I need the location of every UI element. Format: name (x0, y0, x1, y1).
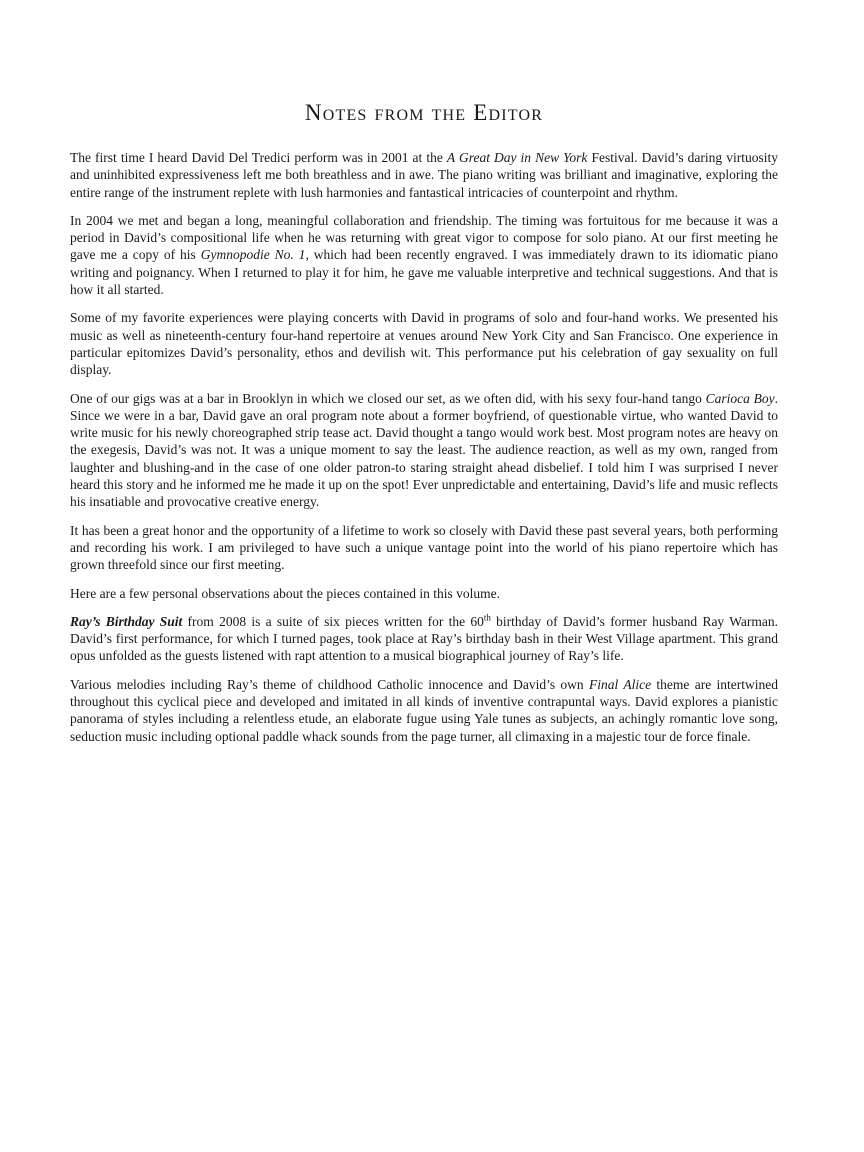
paragraph-text: In 2004 we met and began a long, meaningful collaboration and friendship. The timing was fortuitous for me because it was a period in David’s compositional life when he was returning with great vigor to compose for solo piano. At our first meeting he gave me a copy of his (70, 212, 778, 263)
paragraph-text: It has been a great honor and the opportunity of a lifetime to work so closely with David these past several years, both performing and recording his work. I am privileged to have such a unique vantage point into the world of his piano repertoire which has grown threefold since our first meeting. (70, 522, 778, 573)
italic-title-text: A Great Day in New York (446, 150, 588, 165)
paragraph-text: Festival. David’s daring virtuosity and uninhibited expressiveness left me both breathless and in awe. The piano writing was brilliant and imaginative, exploring the entire range of the instrument replete with lush harmonies and fantastical intricacies of counterpoint and rhythm. (70, 150, 778, 200)
body-paragraph (70, 212, 778, 298)
italic-title-text: Carioca Boy (705, 390, 775, 406)
paragraph-text: theme are intertwined throughout this cyclical piece and developed and imitated in all kinds of inventive contrapuntal ways. David explores a pianistic panorama of styles including a relentless etude, an elaborate fugue using Yale tunes as subjects, an achingly romantic love song, seduction music including optional paddle whack sounds from the page turner, all climaxing in a majestic tour de force finale. (70, 676, 778, 744)
paragraph-text: One of our gigs was at a bar in Brooklyn in which we closed our set, as we often did, with his sexy four-hand tango (70, 390, 706, 406)
body-paragraph (70, 390, 778, 511)
ordinal-superscript: th (483, 612, 491, 623)
paragraph-text: from 2008 is a suite of six pieces written for the 60 (182, 613, 484, 629)
body-paragraph (70, 613, 778, 665)
paragraph-text: Here are a few personal observations about the pieces contained in this volume. (70, 585, 500, 601)
paragraph-text: Various melodies including Ray’s theme of childhood Catholic innocence and David’s own (70, 676, 590, 692)
editor-notes-page (70, 100, 778, 745)
work-title-text: Ray’s Birthday Suit (70, 613, 183, 629)
paragraph-text: The first time I heard David Del Tredici perform was in 2001 at the (70, 150, 447, 165)
page-title: Notes from the Editor (304, 100, 544, 125)
body-paragraph (70, 522, 778, 574)
notes-body (70, 149, 778, 745)
italic-title-text: Gymnopodie No. 1 (200, 247, 306, 263)
body-paragraph (70, 149, 778, 201)
paragraph-text: . Since we were in a bar, David gave an oral program note about a former boyfriend, of questionable virtue, who wanted David to write music for his newly choreographed strip tease act. David thought a tango would work best. Most program notes are heavy on the exegesis, David’s was not. It was a unique moment to say the least. The audience reaction, as well as my own, ranged from laughter and blushing-and in the case of one older patron-to staring straight ahead disbelief. I told him I was surprised I never heard this story and he informed me he made it up on the spot! Ever unpredictable and entertaining, David’s life and music reflects his insatiable and provocative creative energy. (70, 390, 778, 510)
paragraph-text: birthday of David’s former husband Ray Warman. David’s first performance, for which I turned pages, took place at Ray’s birthday bash in their West Village apartment. This grand opus unfolded as the guests listened with rapt attention to a musical biographical journey of Ray’s life. (70, 613, 778, 664)
paragraph-text: , which had been recently engraved. I was immediately drawn to its idiomatic piano writing and poignancy. When I returned to play it for him, he gave me valuable interpretive and technical suggestions. And that is how it all started. (70, 247, 778, 298)
body-paragraph (70, 309, 778, 378)
italic-title-text: Final Alice (589, 676, 652, 692)
paragraph-text: Some of my favorite experiences were playing concerts with David in programs of solo and four-hand works. We presented his music as well as nineteenth-century four-hand repertoire at venues around New York City and San Francisco. One experience in particular epitomizes David’s personality, ethos and devilish wit. This performance put his celebration of gay sexuality on full display. (70, 310, 778, 378)
body-paragraph (70, 585, 778, 602)
body-paragraph (70, 676, 778, 745)
